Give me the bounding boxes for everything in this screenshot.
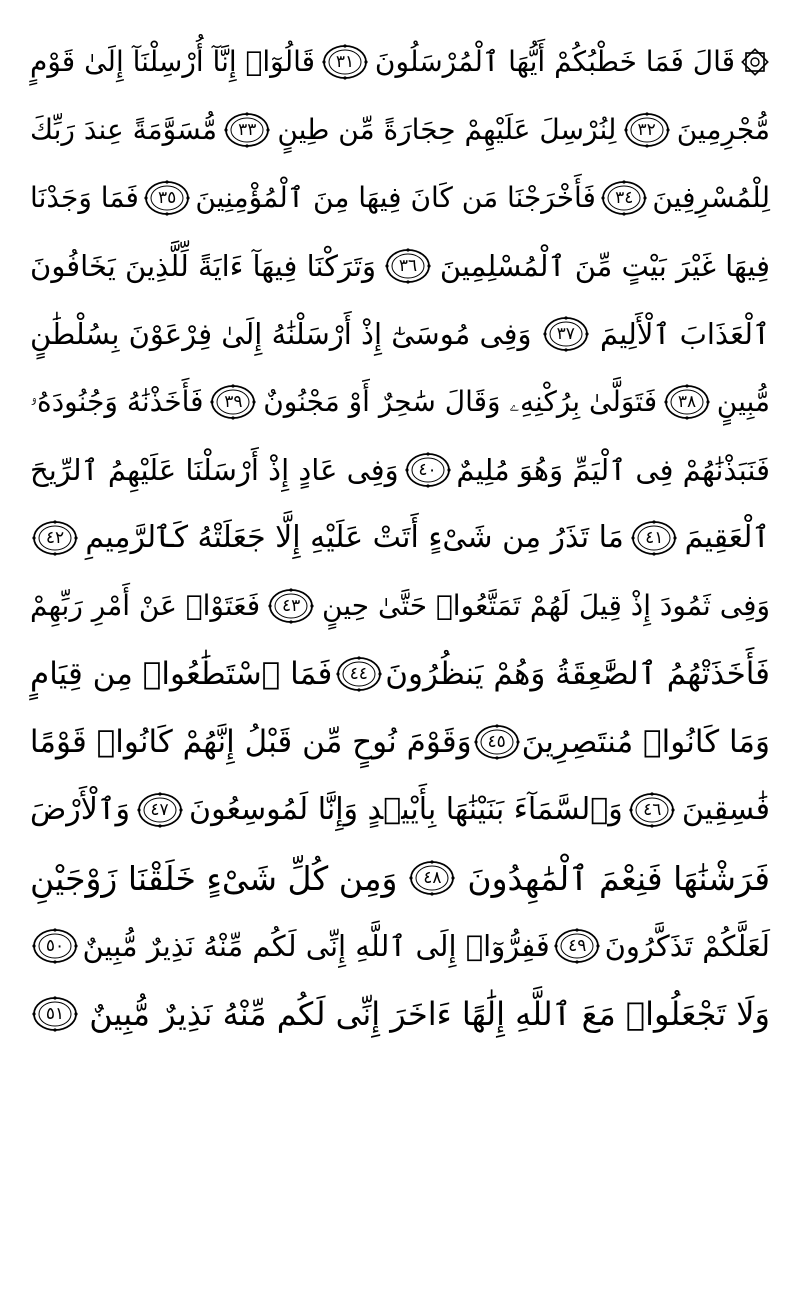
verse-text: فَأَخْرَجْنَا مَن كَانَ فِيهَا مِنَ ٱلْمُؤْمِنِينَ: [195, 181, 596, 214]
verse-text: وَلَا تَجْعَلُوا۟ مَعَ ٱللَّهِ إِلَٰهًا ءَاخَرَ إِنِّى لَكُم مِّنْهُ نَذِيرٌ مُّبِينٌ: [89, 995, 770, 1033]
text-line: [30, 368, 770, 436]
text-line: [30, 300, 770, 368]
text-line: [30, 912, 770, 980]
text-line: [30, 96, 770, 164]
verse-text: فَفِرُّوٓا۟ إِلَى ٱللَّهِ إِنِّى لَكُم مِّنْهُ نَذِيرٌ مُّبِينٌ: [82, 928, 550, 963]
verse-text: وَتَرَكْنَا فِيهَآ ءَايَةً لِّلَّذِينَ يَخَافُونَ: [30, 248, 377, 283]
verse-text: وَقَوْمَ نُوحٍ مِّن قَبْلُ إِنَّهُمْ كَانُوا۟ قَوْمًا: [29, 723, 472, 760]
ayah-number: ٤٩: [568, 935, 587, 956]
ayah-number-marker: [554, 928, 600, 964]
ayah-number-marker: [624, 112, 670, 148]
ayah-number: ٣٥: [158, 187, 177, 208]
ayah-number-marker: [32, 520, 78, 556]
ayah-number: ٤٥: [487, 731, 506, 752]
ayah-number-marker: [664, 384, 710, 420]
verse-text: وَٱلْأَرْضَ: [30, 792, 130, 827]
ayah-number: ٤٦: [643, 799, 662, 820]
text-line: [30, 708, 770, 776]
text-line: [30, 164, 770, 232]
verse-text: لَعَلَّكُمْ تَذَكَّرُونَ: [604, 928, 770, 963]
verse-text: فَمَا ٱسْتَطَٰعُوا۟ مِن قِيَامٍ: [30, 655, 333, 692]
ayah-number-marker: [631, 520, 677, 556]
verse-text: لِلْمُسْرِفِينَ: [652, 181, 770, 214]
verse-text: وَفِى عَادٍ إِذْ أَرْسَلْنَا عَلَيْهِمُ ٱلرِّيحَ: [30, 452, 399, 487]
ayah-number: ٤٤: [349, 663, 368, 684]
ayah-number-marker: [137, 792, 183, 828]
verse-text: قَالَ فَمَا خَطْبُكُمْ أَيُّهَا ٱلْمُرْسَلُونَ: [374, 45, 736, 78]
verse-text: فَرَشْنَٰهَا فَنِعْمَ ٱلْمَٰهِدُونَ: [467, 858, 770, 898]
text-line: [30, 572, 770, 640]
ayah-number: ٣٦: [398, 255, 418, 276]
text-line: [30, 640, 770, 708]
verse-text: مُّسَوَّمَةً عِندَ رَبِّكَ: [30, 113, 218, 146]
ayah-number: ٤٧: [150, 799, 169, 820]
ayah-number-marker: [405, 452, 451, 488]
ayah-number: ٤١: [645, 527, 664, 548]
verse-text: ٱلْعَذَابَ ٱلْأَلِيمَ: [599, 316, 770, 351]
verse-text: فَأَخَذَتْهُمُ ٱلصَّٰعِقَةُ وَهُمْ يَنظُرُونَ: [385, 655, 770, 692]
ayah-number-marker: [336, 656, 382, 692]
verse-text: مُّبِينٍ: [716, 385, 770, 418]
ayah-number-marker: [32, 996, 78, 1032]
text-line: [30, 28, 770, 96]
text-line: [30, 776, 770, 844]
verse-text: لِنُرْسِلَ عَلَيْهِمْ حِجَارَةً مِّن طِينٍ: [277, 113, 617, 146]
verse-text: قَالُوٓا۟ إِنَّآ أُرْسِلْنَآ إِلَىٰ قَوْمٍ: [30, 45, 316, 78]
verse-text: ٱلْعَقِيمَ: [684, 520, 770, 555]
ayah-number: ٣٤: [615, 187, 634, 208]
verse-text: فِيهَا غَيْرَ بَيْتٍ مِّنَ ٱلْمُسْلِمِينَ: [439, 248, 770, 283]
ayah-number-marker: [409, 860, 455, 896]
verse-text: وَٱلسَّمَآءَ بَنَيْنَٰهَا بِأَيْي۟دٍ وَإِنَّا لَمُوسِعُونَ: [189, 792, 623, 827]
verse-text: فَتَوَلَّىٰ بِرُكْنِهِۦ وَقَالَ سَٰحِرٌ أَوْ مَجْنُونٌ: [263, 385, 658, 418]
ayah-number-marker: [224, 112, 270, 148]
ayah-number-marker: [474, 724, 520, 760]
ayah-number: ٣١: [335, 51, 355, 72]
ayah-number: ٤٠: [418, 459, 437, 480]
text-line: [30, 436, 770, 504]
ayah-number-marker: [144, 180, 190, 216]
verse-text: وَفِى ثَمُودَ إِذْ قِيلَ لَهُمْ تَمَتَّعُوا۟ حَتَّىٰ حِينٍ: [322, 589, 770, 622]
verse-text: مُّجْرِمِينَ: [676, 113, 770, 146]
ayah-number: ٤٨: [423, 867, 442, 888]
ayah-number: ٥١: [45, 1003, 65, 1024]
ayah-number-marker: [268, 588, 314, 624]
ayah-number: ٥٠: [45, 935, 65, 956]
ayah-number: ٣٧: [556, 323, 575, 344]
ayah-number-marker: [385, 248, 431, 284]
rub-el-hizb-icon: [740, 47, 770, 77]
ayah-number-marker: [629, 792, 675, 828]
ayah-number-marker: [322, 44, 368, 80]
text-line: [30, 232, 770, 300]
ayah-number: ٣٢: [637, 119, 656, 140]
verse-text: فَٰسِقِينَ: [681, 792, 770, 827]
ayah-number-marker: [601, 180, 647, 216]
ayah-number: ٣٨: [677, 391, 697, 412]
ayah-number: ٣٩: [224, 391, 243, 412]
verse-text: فَعَتَوْا۟ عَنْ أَمْرِ رَبِّهِمْ: [30, 589, 261, 622]
verse-text: مَا تَذَرُ مِن شَىْءٍ أَتَتْ عَلَيْهِ إِلَّا جَعَلَتْهُ كَٱلرَّمِيمِ: [85, 520, 624, 555]
verse-text: فَمَا وَجَدْنَا: [30, 181, 139, 214]
ayah-number: ٤٣: [281, 595, 301, 616]
verse-text: فَأَخَذْنَٰهُ وَجُنُودَهُۥ: [30, 385, 204, 418]
verse-text: فَنَبَذْنَٰهُمْ فِى ٱلْيَمِّ وَهُوَ مُلِيمٌ: [456, 452, 770, 487]
text-line: [30, 844, 770, 912]
ayah-number-marker: [32, 928, 78, 964]
verse-text: وَمَا كَانُوا۟ مُنتَصِرِينَ: [521, 723, 770, 760]
ayah-number: ٣٣: [238, 119, 257, 140]
verse-text: وَمِن كُلِّ شَىْءٍ خَلَقْنَا زَوْجَيْنِ: [30, 858, 398, 898]
text-line: [30, 980, 770, 1048]
ayah-number: ٤٢: [45, 527, 65, 548]
verse-text: وَفِى مُوسَىٰٓ إِذْ أَرْسَلْنَٰهُ إِلَىٰ فِرْعَوْنَ بِسُلْطَٰنٍ: [30, 316, 532, 351]
ayah-number-marker: [210, 384, 256, 420]
ayah-number-marker: [543, 316, 589, 352]
text-line: [30, 504, 770, 572]
